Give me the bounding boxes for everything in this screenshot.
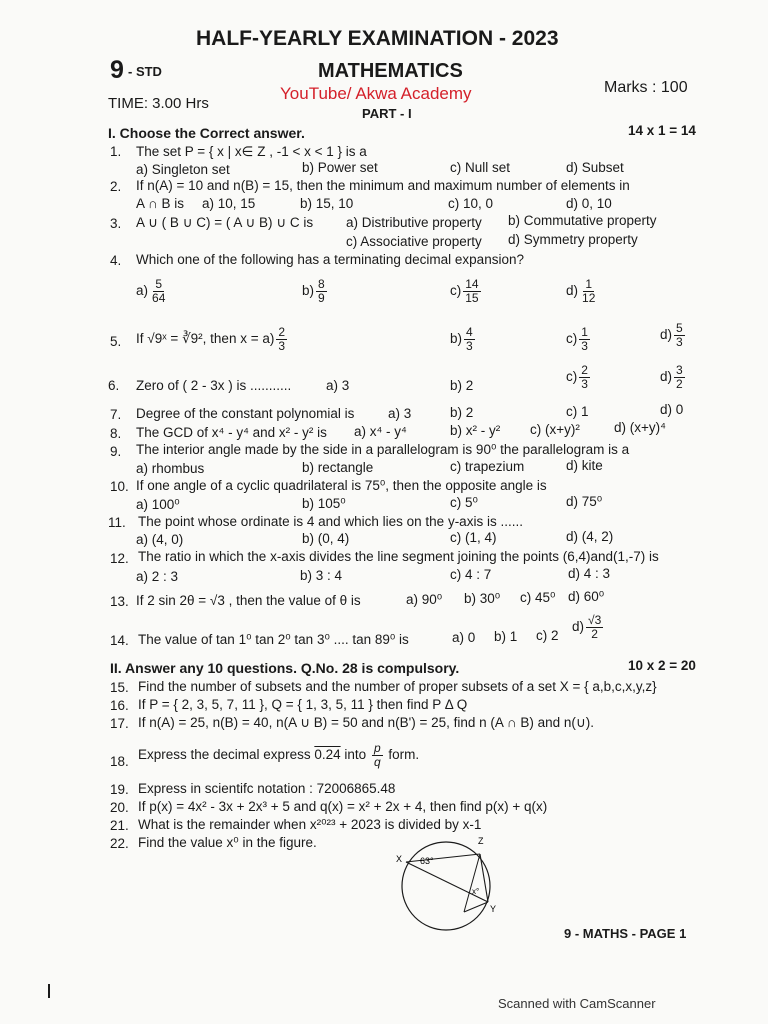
option-b: b) 105⁰ — [302, 496, 346, 511]
q-text: If √9ˣ = ∛9², then x = a) $\frac{2}{3}$ — [136, 325, 286, 353]
exam-time: TIME: 3.00 Hrs — [108, 95, 209, 112]
q-number: 6. — [108, 378, 120, 393]
option-a: a) 90⁰ — [406, 592, 443, 607]
q-text: If n(A) = 25, n(B) = 40, n(A ∪ B) = 50 and n(B') = 25, find n (A ∩ B) and n(∪). — [138, 715, 595, 730]
q-number: 15. — [110, 680, 129, 695]
q-number: 1. — [110, 144, 122, 159]
q-text: The value of tan 1⁰ tan 2⁰ tan 3⁰ .... tan 89⁰ is — [138, 632, 409, 647]
q-number: 13. — [110, 594, 129, 609]
option-a: a) $\frac{5}{64}$ — [136, 277, 166, 305]
option-d: d) (4, 2) — [566, 529, 614, 544]
option-d: d) $\frac{3}{2}$ — [660, 363, 683, 391]
option-a: a) 3 — [326, 378, 350, 393]
option-b: b) x² - y² — [450, 423, 501, 438]
option-a: a) 100⁰ — [136, 497, 180, 512]
q-text: Zero of ( 2 - 3x ) is ........... — [136, 378, 292, 393]
option-a: a) rhombus — [136, 461, 205, 476]
q-number: 16. — [110, 698, 129, 713]
option-b: b) $\frac{8}{9}$ — [302, 277, 325, 305]
section-2-heading: II. Answer any 10 questions. Q.No. 28 is compulsory. — [110, 660, 460, 676]
option-c: c) $\frac{1}{3}$ — [566, 325, 588, 353]
option-c: c) $\frac{14}{15}$ — [450, 277, 479, 305]
option-d: d) 60⁰ — [568, 589, 605, 604]
option-d: d) 75⁰ — [566, 494, 603, 509]
q-text: What is the remainder when x²⁰²³ + 2023 is divided by x-1 — [138, 817, 482, 832]
option-b: b) 3 : 4 — [300, 568, 343, 583]
exam-title: HALF-YEARLY EXAMINATION - 2023 — [196, 27, 559, 50]
q-text: The GCD of x⁴ - y⁴ and x² - y² is — [136, 425, 327, 440]
option-a: a) 0 — [452, 630, 476, 645]
option-d: d) $\frac{1}{12}$ — [566, 277, 596, 305]
q-number: 11. — [108, 515, 126, 530]
q-number: 9. — [110, 444, 122, 459]
label-x: X — [396, 854, 403, 864]
q-number: 3. — [110, 216, 122, 231]
option-b: b) (0, 4) — [302, 531, 350, 546]
chord-z-w — [464, 854, 480, 912]
option-b: b) Commutative property — [508, 213, 657, 228]
std-number: 9 — [110, 56, 124, 84]
option-a: a) Singleton set — [136, 162, 230, 177]
section-2-marks: 10 x 2 = 20 — [628, 658, 696, 673]
option-c: c) 10, 0 — [448, 196, 494, 211]
option-b: b) Power set — [302, 160, 378, 175]
option-c: c) Associative property — [346, 234, 482, 249]
q-text: The set P = { x | x∈ Z , -1 < x < 1 } is a — [136, 144, 367, 159]
q-number: 18. — [110, 754, 129, 769]
option-c: c) 45⁰ — [520, 590, 556, 605]
option-c: c) 1 — [566, 404, 589, 419]
q-text: If P = { 2, 3, 5, 7, 11 }, Q = { 1, 3, 5, 11 } then find P Δ Q — [138, 697, 468, 712]
option-c: c) $\frac{2}{3}$ — [566, 363, 588, 391]
label-z: Z — [478, 836, 484, 846]
q-text: The point whose ordinate is 4 and which lies on the y-axis is ...... — [138, 514, 523, 529]
q-text: Find the number of subsets and the number of proper subsets of a set X = { a,b,c,x,y,z} — [138, 679, 657, 694]
q-number: 7. — [110, 407, 122, 422]
option-a: a) 2 : 3 — [136, 569, 179, 584]
q-text: A ∪ ( B ∪ C) = ( A ∪ B) ∪ C is — [136, 215, 314, 230]
subject-title: MATHEMATICS — [318, 60, 463, 82]
option-b: b) $\frac{4}{3}$ — [450, 325, 473, 353]
q-number: 5. — [110, 334, 122, 349]
option-c: c) trapezium — [450, 459, 525, 474]
q-number: 19. — [110, 782, 129, 797]
q-text: If n(A) = 10 and n(B) = 15, then the minimum and maximum number of elements in — [136, 178, 630, 193]
q-text: The ratio in which the x-axis divides the line segment joining the points (6,4)and(1,-7) is — [138, 549, 659, 564]
option-d: d) Symmetry property — [508, 232, 638, 247]
circle — [402, 842, 490, 930]
q-text: Express in scientifc notation : 72006865.48 — [138, 781, 396, 796]
option-b: b) 2 — [450, 405, 474, 420]
chord-zy — [480, 854, 488, 902]
q-number: 17. — [110, 716, 129, 731]
option-c: c) 2 — [536, 628, 559, 643]
q-number: 12. — [110, 551, 129, 566]
label-y: Y — [490, 904, 497, 914]
option-c: c) 5⁰ — [450, 495, 478, 510]
q-number: 8. — [110, 426, 122, 441]
q-text: If 2 sin 2θ = √3 , then the value of θ is — [136, 593, 361, 608]
scanner-watermark: Scanned with CamScanner — [498, 996, 656, 1011]
option-d: d) 0 — [660, 402, 684, 417]
option-a: a) 10, 15 — [202, 196, 256, 211]
option-d: d) 0, 10 — [566, 196, 612, 211]
option-c: c) Null set — [450, 160, 511, 175]
angle-x: x° — [472, 887, 480, 896]
q-text: If one angle of a cyclic quadrilateral is 75⁰, then the opposite angle is — [136, 478, 547, 493]
q-number: 20. — [110, 800, 129, 815]
option-d: d) Subset — [566, 160, 624, 175]
q-number: 22. — [110, 836, 129, 851]
option-d: d) $\frac{√3}{2}$ — [572, 613, 602, 641]
option-d: d) $\frac{5}{3}$ — [660, 321, 683, 349]
q-text: Find the value x⁰ in the figure. — [138, 835, 317, 850]
margin-mark — [48, 984, 50, 998]
section-1-heading: I. Choose the Correct answer. — [108, 125, 305, 141]
option-b: b) 30⁰ — [464, 591, 501, 606]
chord-xz — [406, 854, 480, 862]
q-text: Express the decimal express 0.24 into $\frac{p}{q}$ form. — [138, 741, 420, 769]
option-b: b) 1 — [494, 629, 518, 644]
option-d: d) kite — [566, 458, 603, 473]
q-number: 14. — [110, 633, 129, 648]
section-1-marks: 14 x 1 = 14 — [628, 123, 696, 138]
option-b: b) 2 — [450, 378, 474, 393]
q-text-continued: A ∩ B is — [136, 196, 184, 211]
q-number: 2. — [110, 179, 122, 194]
q-text: If p(x) = 4x² - 3x + 2x³ + 5 and q(x) = x² + 2x + 4, then find p(x) + q(x) — [138, 799, 548, 814]
option-b: b) rectangle — [302, 460, 374, 475]
option-d: d) 4 : 3 — [568, 566, 611, 581]
q-number: 21. — [110, 818, 129, 833]
channel-watermark: YouTube/ Akwa Academy — [280, 84, 472, 103]
option-b: b) 15, 10 — [300, 196, 354, 211]
option-c: c) (1, 4) — [450, 530, 497, 545]
total-marks: Marks : 100 — [604, 79, 688, 96]
angle-63: 63° — [420, 856, 434, 866]
option-a: a) Distributive property — [346, 215, 482, 230]
option-a: a) (4, 0) — [136, 532, 184, 547]
q-text: Degree of the constant polynomial is — [136, 406, 355, 421]
part-label: PART - I — [362, 106, 412, 121]
q-number: 10. — [110, 479, 129, 494]
circle-figure — [392, 832, 512, 940]
option-a: a) 3 — [388, 406, 412, 421]
option-c: c) 4 : 7 — [450, 567, 492, 582]
option-a: a) x⁴ - y⁴ — [354, 424, 407, 439]
page-footer: 9 - MATHS - PAGE 1 — [564, 926, 687, 941]
q-text: Which one of the following has a terminating decimal expansion? — [136, 252, 524, 267]
option-d: d) (x+y)⁴ — [614, 420, 666, 435]
std-label: - STD — [128, 64, 162, 79]
q-number: 4. — [110, 253, 122, 268]
option-c: c) (x+y)² — [530, 422, 580, 437]
q-text: The interior angle made by the side in a parallelogram is 90⁰ the parallelogram is a — [136, 442, 630, 457]
